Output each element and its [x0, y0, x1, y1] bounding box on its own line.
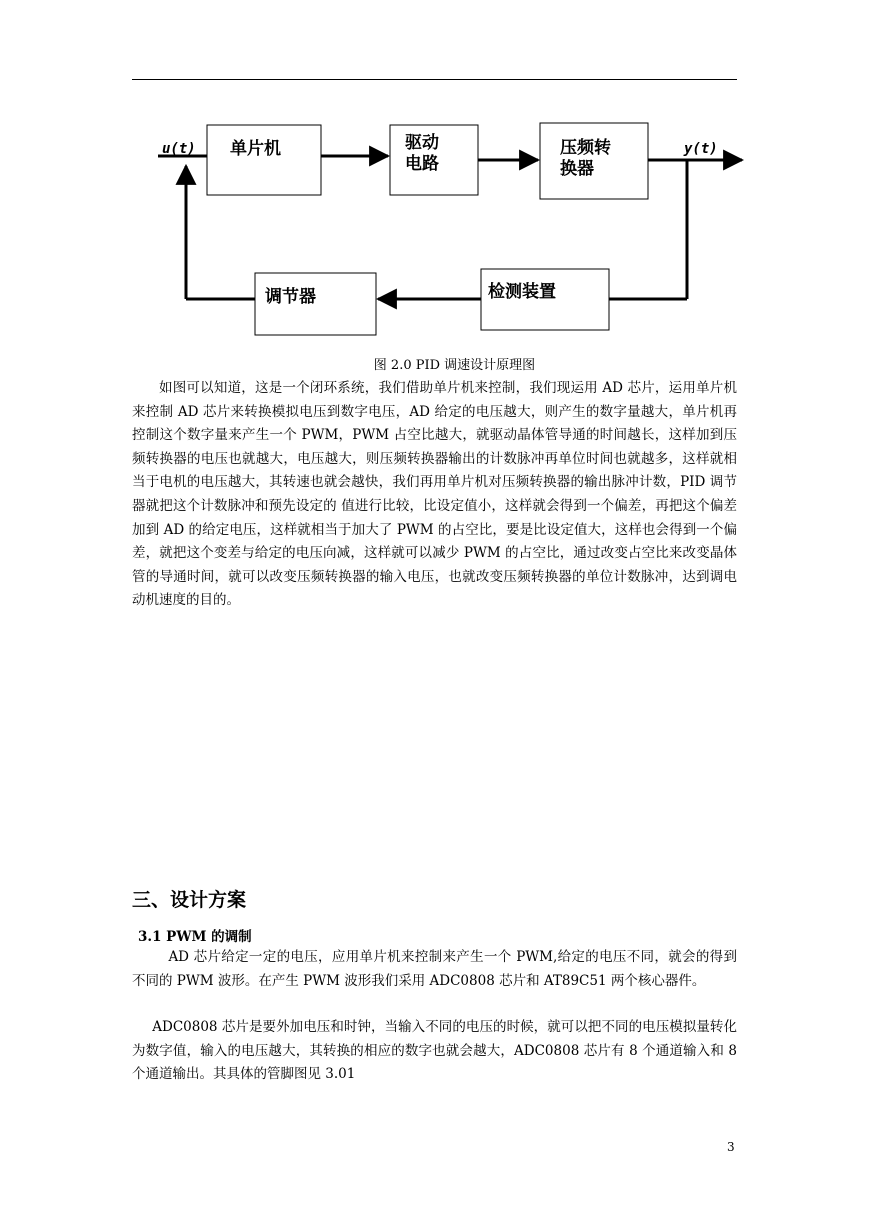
page-number: 3: [727, 1140, 735, 1154]
output-label: y(t): [684, 141, 718, 157]
detector-label: 检测装置: [488, 282, 556, 302]
section-heading: 三、设计方案: [132, 889, 247, 911]
driver-label-line1: 驱动: [405, 133, 439, 153]
mcu-block: [207, 125, 321, 195]
paragraph-pid-explanation: 如图可以知道，这是一个闭环系统，我们借助单片机来控制，我们现运用 AD 芯片，运用单片机来控制 AD 芯片来转换模拟电压到数字电压，AD 给定的电压越大，则产生的数字量越大，单片机再控制这个数字量来产生一个 PWM，PWM 占空比越大，就驱动晶体管导通的时间越长，这样加到压频转换器的电压也就越大，电压越大，则压频转换器输出的计数脉冲再单位时间也就越多，这样就相当于电机的电压越大，其转速也就会越快，我们再用单片机对压频转换器的输出脉冲计数，PID 调节器就把这个计数脉冲和预先设定的 值进行比较，比设定值小，这样就会得到一个偏差，再把这个偏差加到 AD 的给定电压，这样就相当于加大了 PWM 的占空比，要是比设定值大，这样也会得到一个偏差，就把这个变差与给定的电压向减，这样就可以减少 PWM 的占空比，通过改变占空比来改变晶体管的导通时间，就可以改变压频转换器的输入电压，也就改变压频转换器的单位计数脉冲，达到调电动机速度的目的。: [132, 380, 737, 609]
vf-converter-block: [540, 123, 648, 199]
paragraph-pwm-intro: AD 芯片给定一定的电压，应用单片机来控制来产生一个 PWM,给定的电压不同，就会的得到不同的 PWM 波形。在产生 PWM 波形我们采用 ADC0808 芯片和 AT89C51 两个核心器件。: [132, 949, 737, 989]
paragraph-adc0808: ADC0808 芯片是要外加电压和时钟，当输入不同的电压的时候，就可以把不同的电压模拟量转化为数字值，输入的电压越大，其转换的相应的数字也就会越大，ADC0808 芯片有 8 个通道输入和 8 个通道输出。其具体的管脚图见 3.01: [132, 1019, 737, 1083]
regulator-label: 调节器: [265, 287, 316, 307]
mcu-label: 单片机: [230, 139, 281, 159]
vf-label-line2: 换器: [560, 159, 594, 179]
pid-block-diagram: [150, 110, 760, 345]
figure-caption: 图 2.0 PID 调速设计原理图: [373, 358, 536, 373]
subsection-heading: 3.1 PWM 的调制: [138, 929, 252, 945]
driver-label-line2: 电路: [405, 154, 439, 174]
header-rule: [132, 79, 737, 80]
vf-label-line1: 压频转: [560, 138, 611, 158]
input-label: u(t): [162, 141, 196, 157]
